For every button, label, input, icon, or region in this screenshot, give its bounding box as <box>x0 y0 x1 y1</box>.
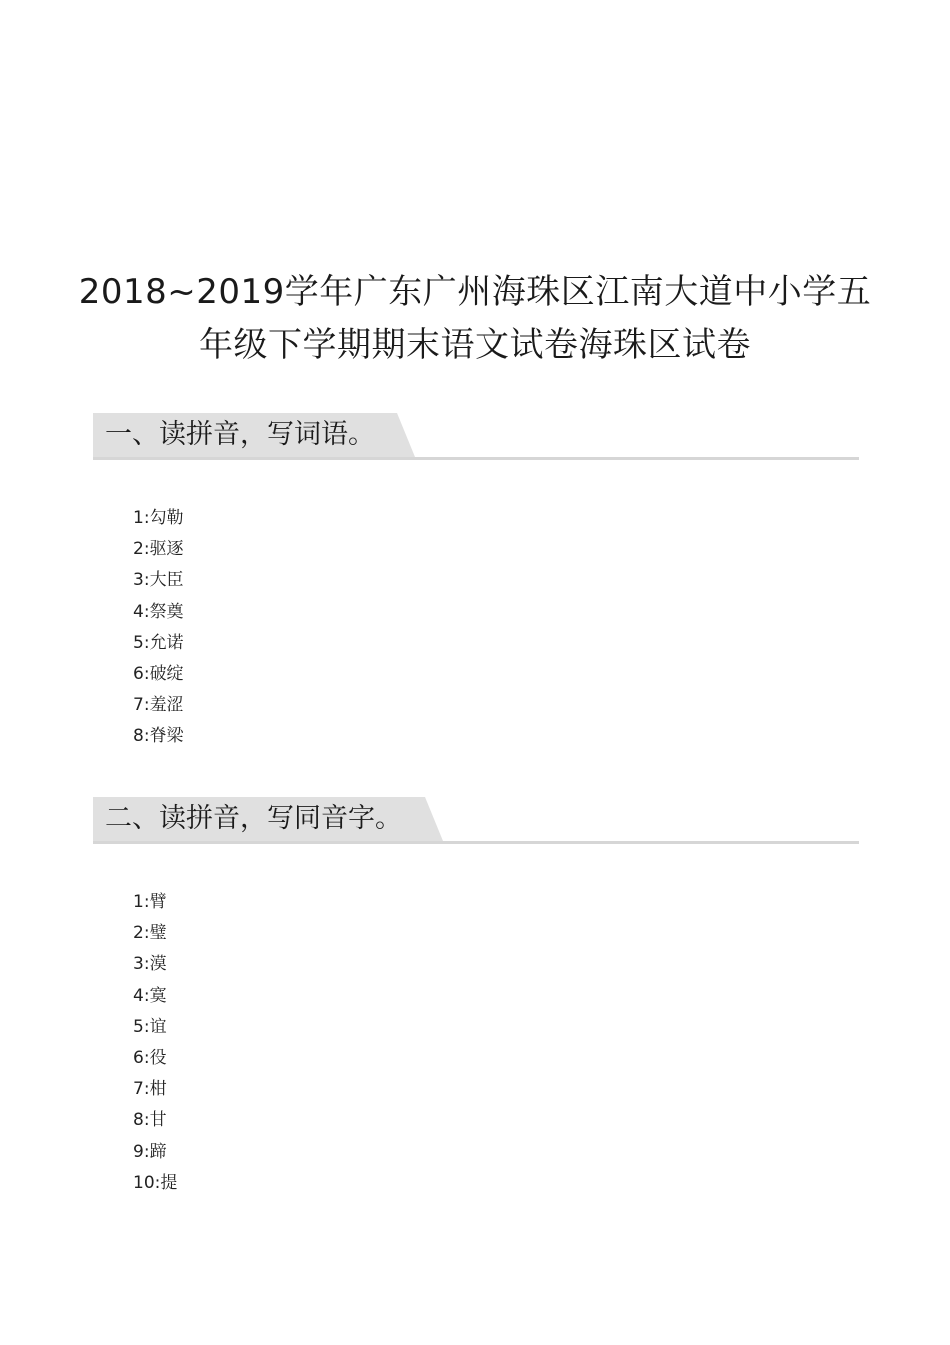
title-line-1: 2018~2019学年广东广州海珠区江南大道中小学五 <box>78 272 872 312</box>
list-item: 1:臂 <box>133 892 167 912</box>
list-item: 3:大臣 <box>133 570 184 591</box>
list-item: 8:脊梁 <box>133 726 184 747</box>
section-1-header <box>93 413 859 460</box>
section-2-divider <box>93 841 859 844</box>
list-item: 4:祭奠 <box>133 601 184 622</box>
list-item: 9:蹄 <box>133 1141 167 1162</box>
page-title <box>60 266 890 372</box>
list-item: 6:役 <box>133 1047 167 1068</box>
list-item: 7:柑 <box>133 1079 167 1100</box>
list-item: 1:勾勒 <box>133 508 184 528</box>
list-item: 2:璧 <box>133 923 167 944</box>
section-2-item-list <box>133 887 177 1199</box>
title-line-2: 年级下学期期末语文试卷海珠区试卷 <box>199 325 751 365</box>
list-item: 7:羞涩 <box>133 695 184 716</box>
list-item: 4:寞 <box>133 985 167 1006</box>
section-1-item-list <box>133 503 184 753</box>
list-item: 10:提 <box>133 1172 178 1193</box>
section-1-divider <box>93 457 859 460</box>
section-2-header <box>93 797 859 844</box>
section-2-heading: 二、读拼音，写同音字。 <box>105 803 402 834</box>
list-item: 2:驱逐 <box>133 539 184 560</box>
section-1-heading: 一、读拼音，写词语。 <box>105 419 375 450</box>
list-item: 8:甘 <box>133 1110 167 1131</box>
list-item: 5:谊 <box>133 1016 167 1037</box>
list-item: 5:允诺 <box>133 632 184 653</box>
list-item: 3:漠 <box>133 954 167 975</box>
list-item: 6:破绽 <box>133 663 184 684</box>
